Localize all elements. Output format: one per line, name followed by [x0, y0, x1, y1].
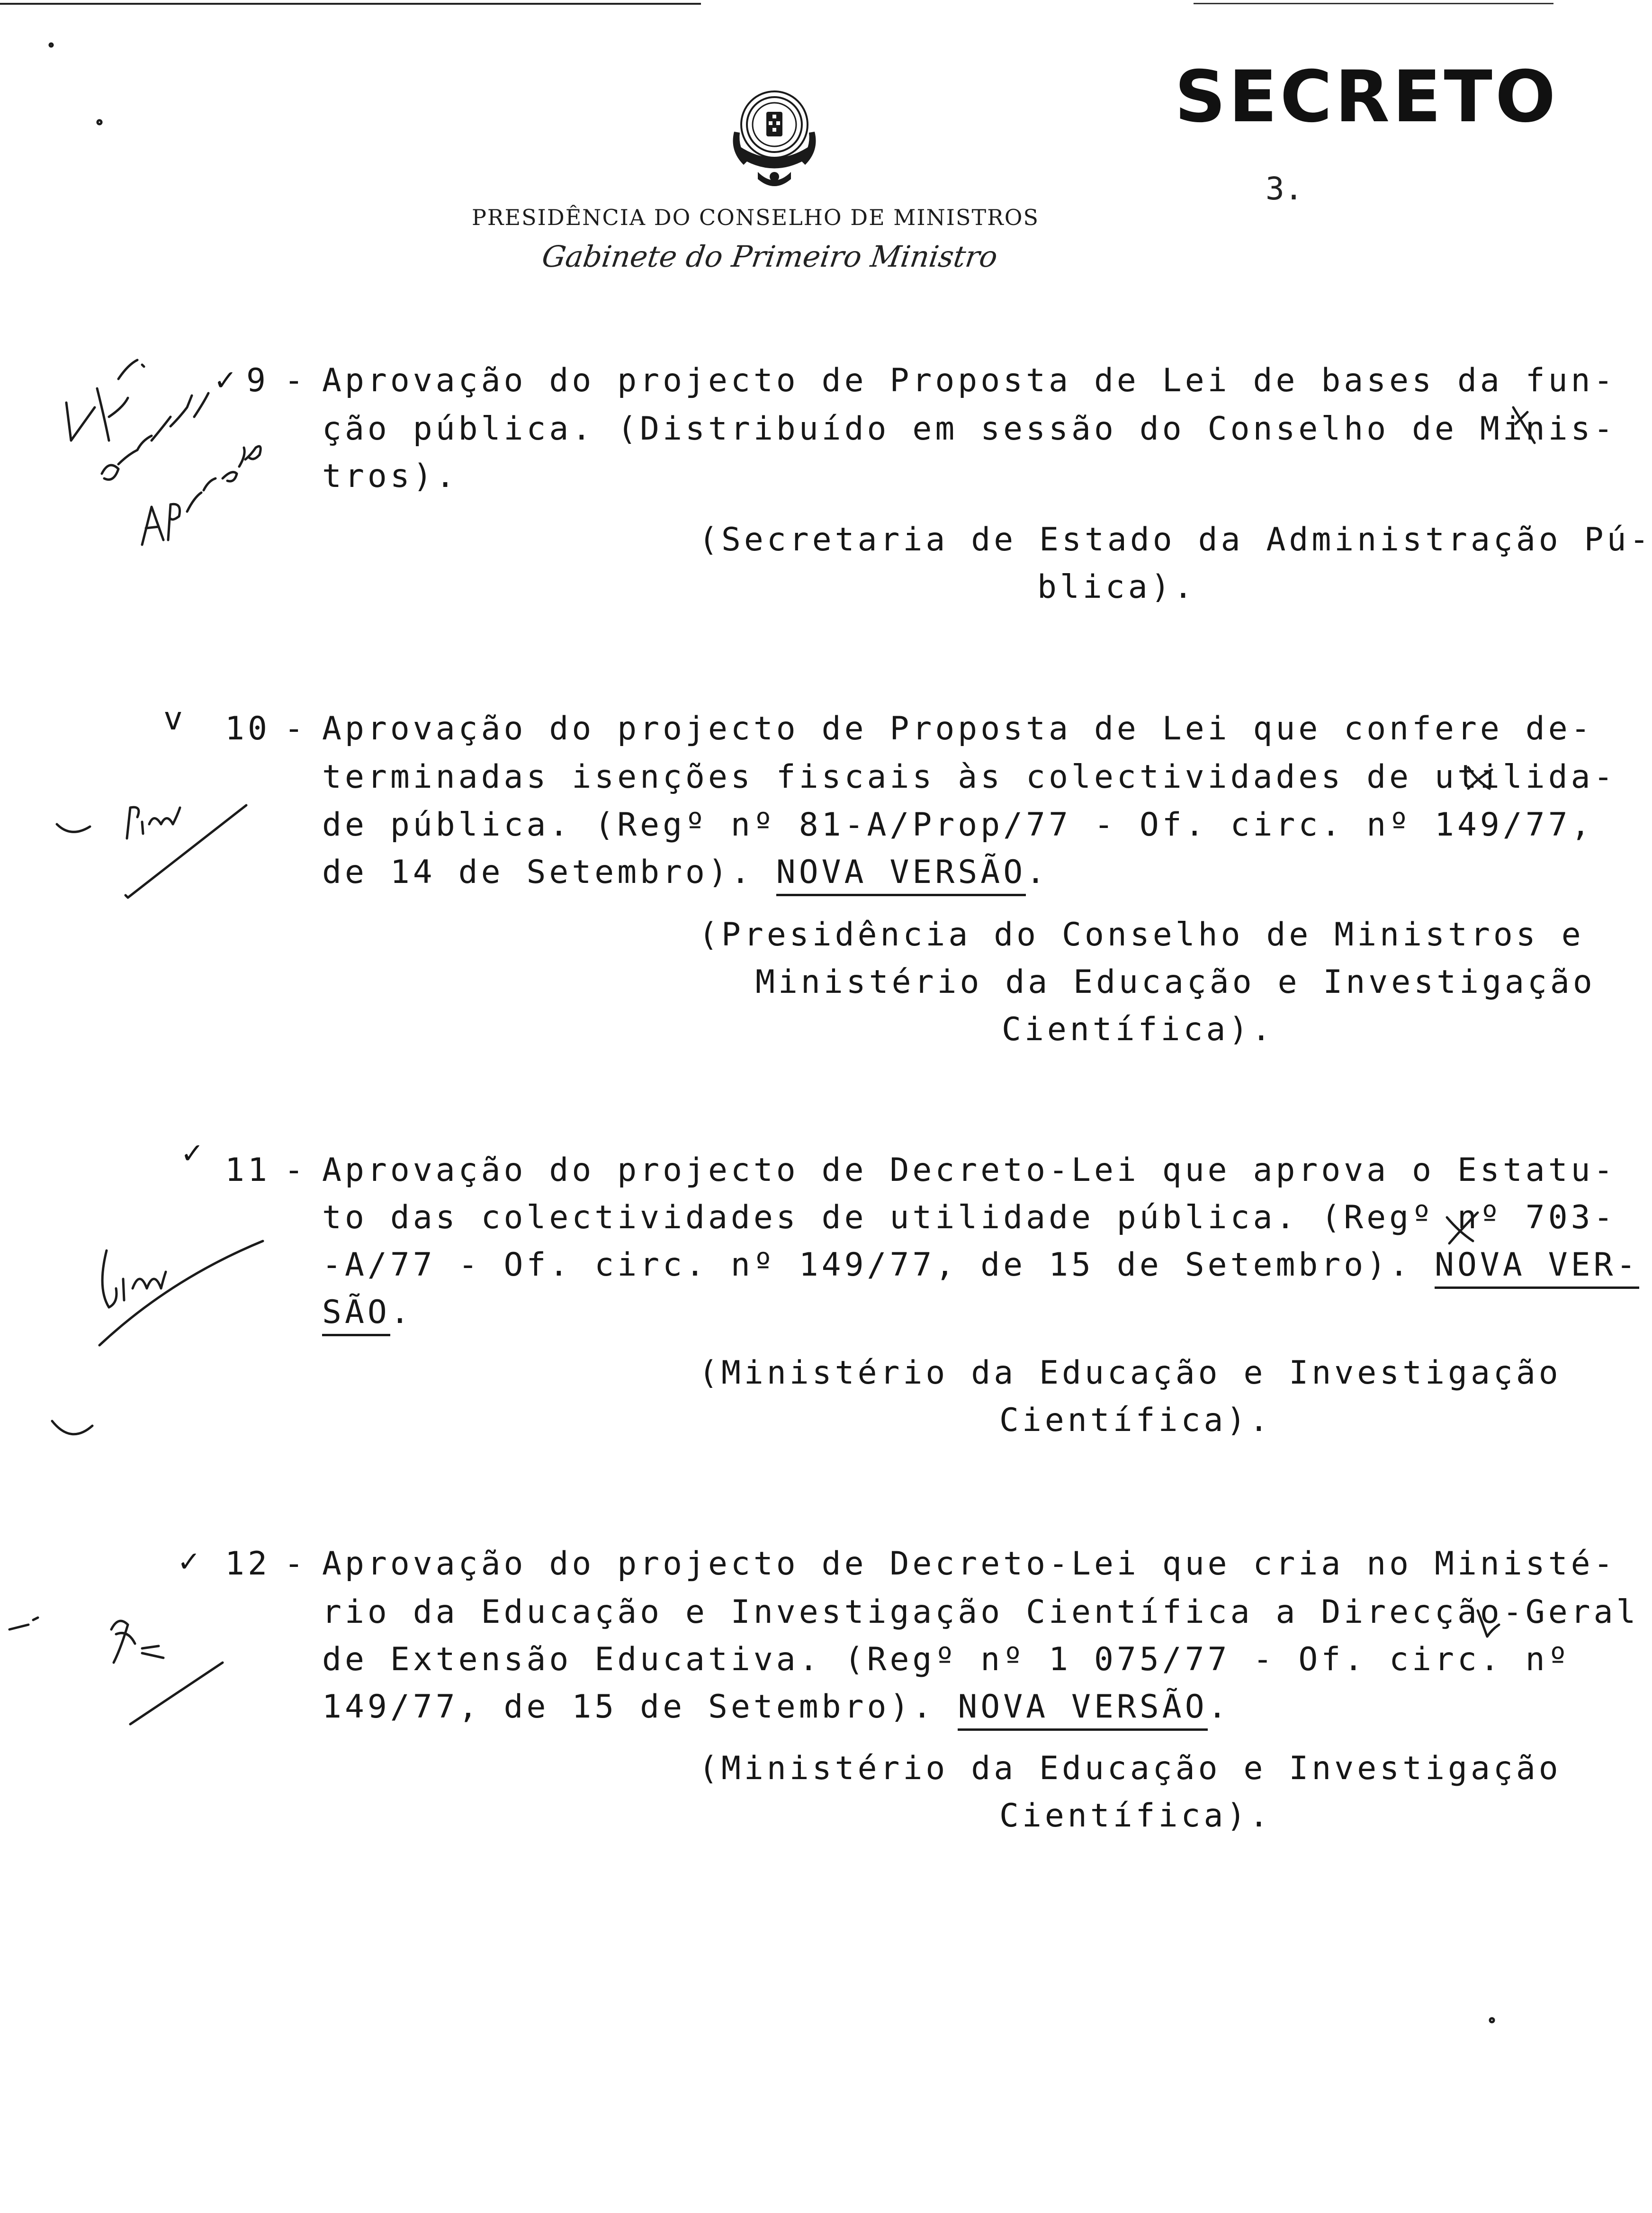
item-text-line: -A/77 - Of. circ. nº 149/77, de 15 de Setembro). NOVA VER- — [322, 1249, 1639, 1281]
stray-dot — [98, 120, 101, 124]
item-dash: - — [284, 1151, 307, 1189]
right-margin-x-mark — [1478, 1610, 1499, 1637]
page-number: 3. — [1266, 171, 1303, 207]
stray-dot — [1490, 2018, 1494, 2022]
item-dash: - — [284, 362, 307, 399]
margin-note-sim — [111, 1621, 163, 1663]
item-origin-line: (Presidência do Conselho de Ministros e — [699, 916, 1584, 954]
item-checkmark: v — [163, 700, 186, 738]
margin-slash — [126, 805, 246, 898]
office-subtitle: Gabinete do Primeiro Ministro — [539, 239, 1000, 274]
margin-tick — [9, 1618, 38, 1629]
margin-note-qualidade — [102, 393, 208, 480]
item-text-line: Aprovação do projecto de Decreto-Lei que aprova o Estatu- — [322, 1151, 1616, 1189]
item-text-line: tros). — [322, 458, 458, 495]
margin-arc — [52, 1421, 92, 1434]
new-version-flag: NOVA VERSÃO — [958, 1688, 1207, 1731]
item-text-line: rio da Educação e Investigação Científica a Direcção-Geral — [322, 1593, 1639, 1631]
item-number: 10 — [225, 710, 270, 747]
item-text-line: Aprovação do projecto de Decreto-Lei que cria no Ministé- — [322, 1545, 1616, 1583]
institution-title: PRESIDÊNCIA DO CONSELHO DE MINISTROS — [471, 205, 1040, 230]
right-margin-x-mark — [1447, 1213, 1478, 1243]
item-text-line: Aprovação do projecto de Proposta de Lei que confere de- — [322, 710, 1594, 747]
margin-arc — [57, 824, 90, 832]
item-origin-line: Ministério da Educação e Investigação — [755, 963, 1596, 1001]
item-origin-line: Científica). — [999, 1402, 1272, 1439]
item-text-line: de Extensão Educativa. (Regº nº 1 075/77 - Of. circ. nº — [322, 1641, 1571, 1678]
item-checkmark: ✓ — [182, 1134, 205, 1171]
right-margin-x-mark — [1468, 767, 1492, 789]
item-dash: - — [284, 1545, 307, 1583]
margin-note-ref — [66, 360, 144, 441]
new-version-flag: NOVA VER- — [1435, 1246, 1639, 1289]
item-number: 11 — [225, 1151, 270, 1189]
item-origin-line: (Ministério da Educação e Investigação — [699, 1750, 1562, 1787]
new-version-flag: NOVA VERSÃO — [776, 854, 1026, 896]
item-text-line: de pública. (Regº nº 81-A/Prop/77 - Of. circ. nº 149/77, — [322, 806, 1594, 844]
item-text-line: terminadas isenções fiscais às colectividades de utilida- — [322, 758, 1616, 796]
item-text-line: de 14 de Setembro). NOVA VERSÃO. — [322, 856, 1049, 889]
item-text-line: Aprovação do projecto de Proposta de Lei de bases da fun- — [322, 362, 1616, 399]
item-number: 12 — [225, 1545, 270, 1583]
margin-note-aprovado — [142, 446, 260, 545]
item-origin-line: (Ministério da Educação e Investigação — [699, 1354, 1562, 1392]
right-margin-x-mark — [1513, 407, 1535, 443]
item-text-line: to das colectividades de utilidade pública. (Regº nº 703- — [322, 1199, 1616, 1236]
item-origin-line: Científica). — [999, 1797, 1272, 1835]
item-text-line: ção pública. (Distribuído em sessão do Conselho de Minis- — [322, 410, 1616, 448]
new-version-flag: SÃO — [322, 1294, 390, 1336]
item-text-line: SÃO. — [322, 1296, 413, 1329]
item-origin-line: (Secretaria de Estado da Administração Pú- — [699, 521, 1652, 558]
item-checkmark: ✓ — [215, 361, 238, 398]
item-origin-line: Científica). — [1002, 1011, 1275, 1048]
item-dash: - — [284, 710, 307, 747]
item-origin-line: blica). — [1037, 568, 1196, 606]
margin-note-sim — [127, 807, 180, 838]
item-number: 9 — [246, 362, 269, 399]
stray-dot — [50, 44, 53, 46]
item-checkmark: ✓ — [179, 1542, 202, 1580]
item-text-line: 149/77, de 15 de Setembro). NOVA VERSÃO. — [322, 1691, 1230, 1723]
classification-stamp: SECRETO — [1175, 56, 1559, 138]
margin-slash — [130, 1663, 223, 1724]
